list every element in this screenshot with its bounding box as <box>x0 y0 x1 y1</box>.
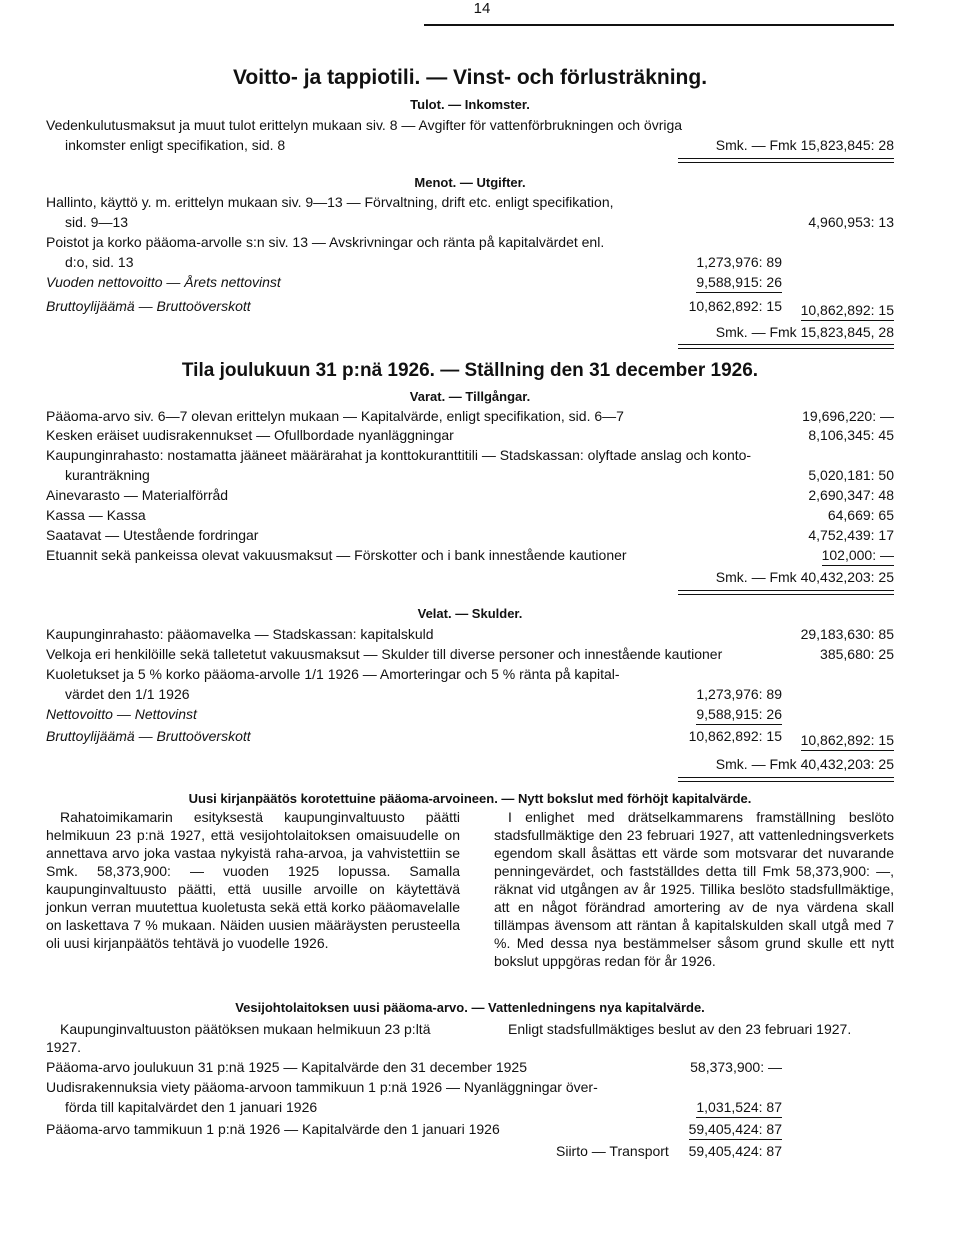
leader-dots <box>698 407 772 426</box>
expense-total: Smk. — Fmk 15,823,845, 28 <box>715 324 894 340</box>
new-value-label: Pääoma-arvo joulukuun 31 p:nä 1925 — Kapitalvärde den 31 december 1925 <box>46 1059 527 1075</box>
leader-dots <box>346 136 676 155</box>
double-rule <box>678 158 894 163</box>
leader-dots <box>156 253 686 272</box>
net-profit-label: Nettovoitto — Nettovinst <box>46 706 197 722</box>
closing-text-sv: I enlighet med drätselkammarens framställning beslöto stadsfullmäktige den 23 februari 1927, att vattenledningsverkets egendom skall åsättas ett värde som motsvarar det nuvarande penningevärdet, och fastställdes detta till Fmk 58,373,900: —, räknat vid utgången av år 1925. Tillika beslöto stadsfullmäktige, att en något förändrad amortering av de nya värdena skall tillämpas ävensom att räntan å kapitalskulden skall utgå med 7 %. Med dessa nya bestämmelser såsom grund skulle ett nytt bokslut uppgöras redan för år 1926. <box>494 809 894 969</box>
transport-amount: 59,405,424: 87 <box>688 1143 782 1159</box>
net-profit-label: Vuoden nettovoitto — Årets nettovinst <box>46 274 281 290</box>
leader-dots <box>146 213 766 232</box>
liability-amount: 385,680: 25 <box>820 646 894 662</box>
expense-amount-1: 4,960,953: 13 <box>808 214 894 230</box>
asset-amount: 102,000: — <box>822 546 894 566</box>
liability-total-row <box>46 755 894 774</box>
expense-row-4 <box>46 253 894 272</box>
leader-dots <box>736 546 786 565</box>
expenses-heading: Menot. — Utgifter. <box>414 175 526 190</box>
liability-label: Kuoletukset ja 5 % korko pääoma-arvolle 1/1 1926 — Amorteringar och 5 % ränta på kapital- <box>46 666 620 682</box>
income-heading: Tulot. — Inkomster. <box>410 97 530 112</box>
expense-row-2 <box>46 213 894 232</box>
asset-label: Kesken eräiset uudisrakennukset — Ofullbordade nyanläggningar <box>46 427 454 443</box>
asset-label: Kaupunginrahasto: nostamatta jääneet määrärahat ja konttokuranttitili — Stadskassan: olyftade anslag och konto- <box>46 447 752 463</box>
page-number-rule <box>424 24 894 26</box>
liability-row-2 <box>46 645 894 664</box>
closing-text-fi: Rahatoimikamarin esityksestä kaupunginvaltuusto päätti helmikuun 23 p:nä 1927, että vesijohtolaitoksen omaisuudelle on annettava arvo joka vastaa nykyistä raha-arvoa, ja vahvistettiin se Smk. 58,373,900: — vuoden 1925 lopussa. Samalla kaupunginvaltuusto päätti, että uusille arvoille on käytettävä jonkun verran muutettua kuoletusta sekä että korko pääomavelalle on laskettava 7 % mukaan. Näiden uusien määräysten perusteella oli uusi kirjanpäätös tehtävä jo vuodelle 1926. <box>46 809 460 951</box>
asset-amount: 2,690,347: 48 <box>808 487 894 503</box>
new-value-row-1 <box>46 1058 894 1077</box>
asset-row-3 <box>46 486 894 505</box>
expense-amount-2: 1,273,976: 89 <box>696 254 782 270</box>
asset-amount: 64,669: 65 <box>827 507 894 523</box>
asset-amount: 8,106,345: 45 <box>808 427 894 443</box>
double-rule <box>678 344 894 349</box>
liability-label: Kaupunginrahasto: pääomavelka — Stadskassan: kapitalskuld <box>46 626 434 642</box>
leader-dots <box>304 297 679 316</box>
expense-total-row <box>46 323 894 342</box>
new-value-row-3 <box>46 1120 894 1139</box>
gross-surplus-total: 10,862,892: 15 <box>801 301 894 321</box>
closing-heading: Uusi kirjanpäätös korotettuine pääoma-arvoineen. — Nytt bokslut med förhöjt kapitalvärde. <box>188 791 752 806</box>
gross-surplus-amount: 10,862,892: 15 <box>688 728 782 744</box>
liabilities-heading: Velat. — Skulder. <box>417 606 523 621</box>
new-value-label: förda till kapitalvärdet den 1 januari 1926 <box>65 1099 318 1115</box>
leader-dots <box>554 1120 674 1139</box>
new-value-label: Uudisrakennuksia viety pääoma-arvoon tammikuun 1 p:nä 1926 — Nyanläggningar över- <box>46 1079 598 1095</box>
transport-label: Siirto — Transport <box>556 1143 669 1159</box>
income-line-1: Vedenkulutusmaksut ja muut tulot erittelyn mukaan siv. 8 — Avgifter för vattenförbrukningen och övriga <box>46 117 683 133</box>
expense-line-3: Poistot ja korko pääoma-arvolle s:n siv. 13 — Avskrivningar och ränta på kapitalvärdet enl. <box>46 234 605 250</box>
gross-surplus-label: Bruttoylijäämä — Bruttoöverskott <box>46 728 251 744</box>
leader-dots <box>386 1098 676 1117</box>
leader-dots <box>301 727 681 746</box>
asset-label: Saatavat — Utestående fordringar <box>46 527 259 543</box>
new-value-amount: 59,405,424: 87 <box>689 1120 782 1140</box>
assets-total: Smk. — Fmk 40,432,203: 25 <box>715 569 894 585</box>
expense-gross-row <box>46 297 894 316</box>
liability-net-row <box>46 705 894 724</box>
assets-heading: Varat. — Tillgångar. <box>409 389 531 404</box>
asset-label: Etuannit sekä pankeissa olevat vakuusmaksut — Förskotter och i bank innestående kautioner <box>46 547 627 563</box>
income-line-2: inkomster enligt specifikation, sid. 8 <box>65 137 286 153</box>
new-value-row-2b <box>46 1098 894 1117</box>
leader-dots <box>231 705 686 724</box>
new-value-amount: 1,031,524: 87 <box>696 1098 782 1118</box>
expense-line-2: sid. 9—13 <box>65 214 129 230</box>
liability-row-3b <box>46 685 894 704</box>
double-rule <box>678 777 894 782</box>
leader-dots <box>286 526 776 545</box>
leader-dots <box>191 466 776 485</box>
asset-label: Kassa — Kassa <box>46 507 146 523</box>
asset-amount: 5,020,181: 50 <box>808 467 894 483</box>
expense-net-row <box>46 273 894 292</box>
liabilities-total: Smk. — Fmk 40,432,203: 25 <box>715 756 894 772</box>
expense-line-4: d:o, sid. 13 <box>65 254 134 270</box>
leader-dots <box>246 685 686 704</box>
liability-label: värdet den 1/1 1926 <box>65 686 190 702</box>
income-amount: Smk. — Fmk 15,823,845: 28 <box>715 137 894 153</box>
new-value-text-sv: Enligt stadsfullmäktiges beslut av den 23 februari 1927. <box>508 1021 852 1037</box>
leader-dots <box>158 506 793 525</box>
gross-surplus-label: Bruttoylijäämä — Bruttoöverskott <box>46 298 251 314</box>
liability-amount: 29,183,630: 85 <box>800 626 894 642</box>
new-value-amount: 58,373,900: — <box>690 1059 782 1075</box>
double-rule <box>678 590 894 595</box>
liability-row-3a <box>46 665 894 684</box>
expense-line-1: Hallinto, käyttö y. m. erittelyn mukaan siv. 9—13 — Förvaltning, drift etc. enligt specifikation, <box>46 194 614 210</box>
asset-total-row <box>46 568 894 587</box>
leader-dots <box>256 486 776 505</box>
asset-row-6 <box>46 546 894 565</box>
asset-label: Ainevarasto — Materialförråd <box>46 487 229 503</box>
liability-label: Velkoja eri henkilöille sekä talletetut vakuusmaksut — Skulder till diverse personer och innestående kautioner <box>46 646 723 662</box>
asset-row-5 <box>46 526 894 545</box>
asset-amount: 4,752,439: 17 <box>808 527 894 543</box>
liability-gross-row <box>46 727 894 746</box>
new-value-heading: Vesijohtolaitoksen uusi pääoma-arvo. — Vattenledningens nya kapitalvärde. <box>235 1000 705 1015</box>
asset-row-city-2 <box>46 466 894 485</box>
expense-row-1 <box>46 193 894 212</box>
net-profit-amount: 9,588,915: 26 <box>696 705 782 725</box>
asset-row-2 <box>46 426 894 445</box>
new-value-label: Pääoma-arvo tammikuun 1 p:nä 1926 — Kapitalvärde den 1 januari 1926 <box>46 1121 500 1137</box>
asset-amount: 19,696,220: — <box>802 408 894 424</box>
new-value-row-2a <box>46 1078 894 1097</box>
asset-label: kuranträkning <box>65 467 150 483</box>
income-row-2 <box>46 136 894 155</box>
liability-amount: 1,273,976: 89 <box>696 686 782 702</box>
profit-loss-title: Voitto- ja tappiotili. — Vinst- och förlusträkning. <box>232 66 708 89</box>
expense-row-3 <box>46 233 894 252</box>
net-profit-amount: 9,588,915: 26 <box>696 273 782 293</box>
asset-label: Pääoma-arvo siv. 6—7 olevan erittelyn mukaan — Kapitalvärde, enligt specifikation, sid. 6—7 <box>46 408 624 424</box>
asset-row-1 <box>46 407 894 426</box>
balance-title: Tila joulukuun 31 p:nä 1926. — Ställning den 31 december 1926. <box>181 360 759 381</box>
liability-row-1 <box>46 625 894 644</box>
leader-dots <box>496 426 776 445</box>
leader-dots <box>586 1058 676 1077</box>
new-value-text-fi: Kaupunginvaltuuston päätöksen mukaan helmikuun 23 p:ltä 1927. <box>46 1021 431 1055</box>
income-row <box>46 116 894 135</box>
leader-dots <box>474 625 774 644</box>
asset-row-city-1 <box>46 446 894 465</box>
leader-dots <box>331 273 681 292</box>
asset-row-4 <box>46 506 894 525</box>
gross-surplus-total: 10,862,892: 15 <box>801 731 894 751</box>
page-number: 14 <box>473 0 491 17</box>
gross-surplus-amount: 10,862,892: 15 <box>688 298 782 314</box>
transport-row <box>46 1142 894 1161</box>
